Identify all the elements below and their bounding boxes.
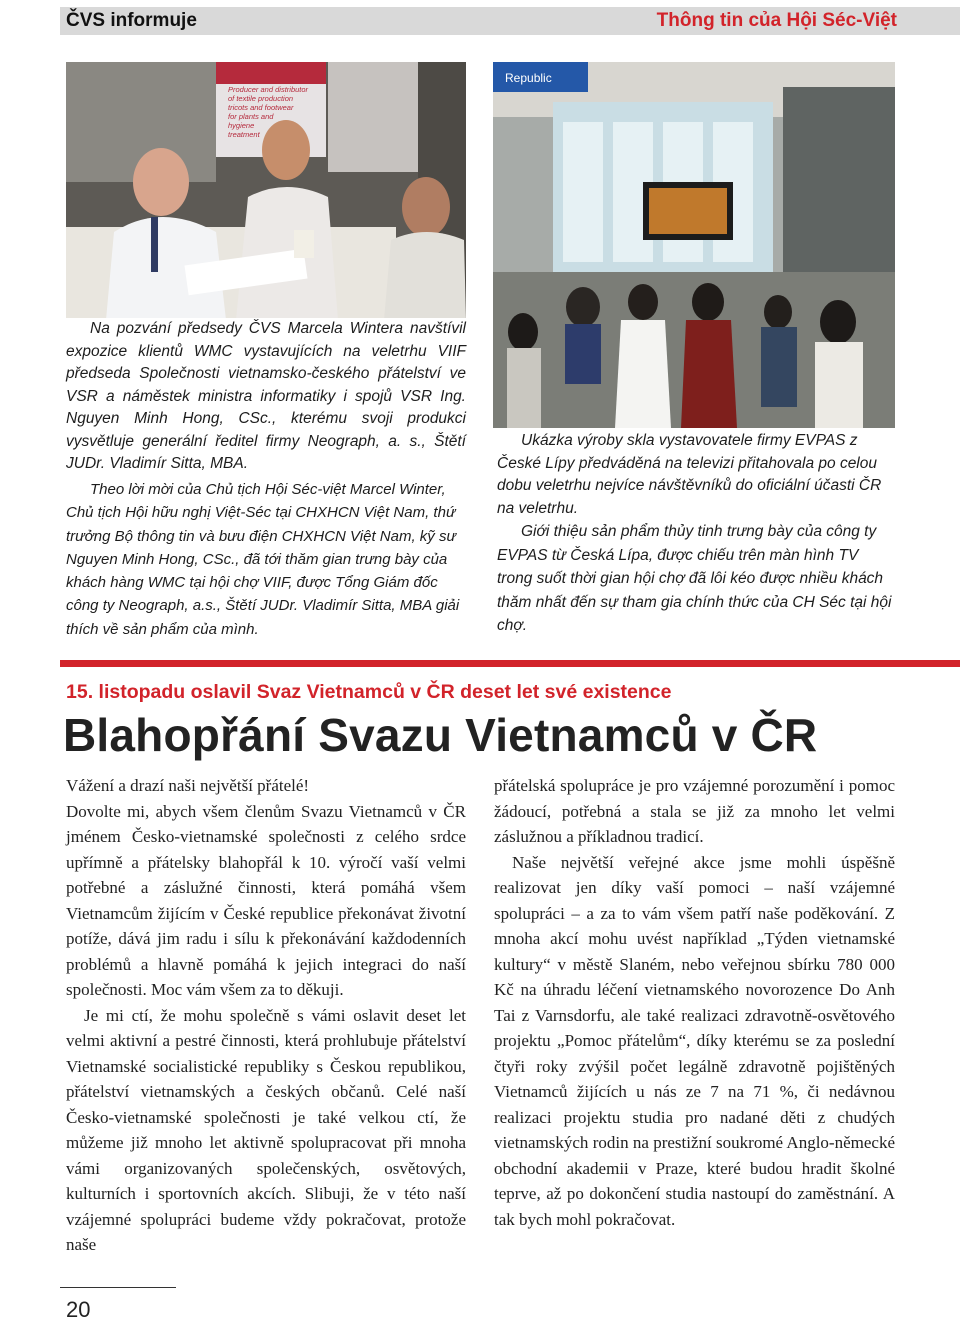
- poster-text-line: Producer and distributor: [228, 85, 309, 94]
- section-divider: [60, 660, 960, 667]
- poster-text-line: treatment: [228, 130, 260, 139]
- page-number: 20: [66, 1297, 91, 1322]
- photo-caption-left-czech: [66, 318, 466, 476]
- article-paragraph: Vážení a drazí naši největší přátelé!: [66, 776, 310, 795]
- poster-text-line: hygiene: [228, 121, 255, 130]
- poster-text-line: tricots and footwear: [228, 103, 294, 112]
- section-title-czech: ČVS informuje: [66, 10, 197, 31]
- page-header: [60, 7, 960, 35]
- poster-text-line: of textile production: [228, 94, 294, 103]
- photo-caption-right-czech: [497, 430, 895, 520]
- article-column-right: [494, 773, 895, 1232]
- article-paragraph: Naše největší veřejné akce jsme mohli úspěšně realizovat jen díky vaší pomoci – naší vzájemné spolupráci – a za to vám všem patří naše poděkování. Z mnoha akcí mohu uvést například „Týden vietnamské kultury“ v městě Slaném, nebo veřejnou sbírku 780 000 Kč na úhradu léčení vietnamského novorozence Do Anh Tai z Varnsdorfu, ale také realizaci zdravotně-osvětového projektu „Pomoc přátelům“, díky kterému se za poslední čtyři roky zvýšil počet legálně zdravotně pojištěných Vietnamců žijících u nás ze 7 na 71 %, či nedávnou realizaci projektu studia pro nadané děti z chudých vietnamských rodin na prestižní soukromé Anglo-německé obchodní akademii v Praze, které budou hradit školné teprve, až po dokončení studia nastoupí do zaměstnání. A tak bych mohl pokračovat.: [494, 852, 895, 1229]
- photo-meeting-at-fair-booth: [66, 62, 466, 320]
- photo-caption-right-vietnamese: [497, 520, 895, 638]
- article-paragraph: Dovolte mi, abych všem členům Svazu Vietnamců v ČR jménem Česko-vietnamské společnosti z celého srdce upřímně a přátelsky blahopřál k 10. výročí vaší velmi potřebné a záslužné činnosti, která pomáhá všem Vietnamcům žijícím v České republice překonávat životní potíže, dává jim radu i sílu k překonávání každodenních problémů a hlavně pomáhá k jejich integraci do naší společnosti. Moc vám všem za to děkuji.: [66, 801, 466, 999]
- article-subtitle: 15. listopadu oslavil Svaz Vietnamců v ČR deset let své existence: [66, 681, 672, 703]
- article-title: Blahopřání Svazu Vietnamců v ČR: [63, 709, 818, 761]
- caption-text: Giới thiệu sản phẩm thủy tinh trưng bày của công ty EVPAS từ Česká Lípa, được chiếu trên màn hình TV trong suốt thời gian hội chợ đã lôi kéo được nhiều khách thăm nhất đến sự tham gia chính thức của CH Séc tại hội chợ.: [497, 523, 892, 634]
- article-paragraph: Je mi ctí, že mohu společně s vámi oslavit deset let velmi aktivní a pestré činnosti, která prohlubuje přátelství Vietnamské socialistické republiky s Českou republikou, přátelství vietnamských a českých občanů. Celé naší Česko-vietnamské společnosti je také velkou ctí, že můžeme již mnoho let aktivně spolupracovat při mnoha vámi organizovaných společenských, osvětových, kulturních i sportovních akcích. Slibuji, že v této naší vzájemné spolupráci budeme vždy pokračovat, protože naše: [66, 1005, 466, 1254]
- caption-text: Theo lời mời của Chủ tịch Hội Séc-việt Marcel Winter, Chủ tịch Hội hữu nghị Việt-Séc tại CHXHCN Việt Nam, thứ trưởng Bộ thông tin và bưu điện CHXHCN Việt Nam, kỹ sư Nguyen Minh Hong, CSc., đã tới thăm gian trưng bày của khách hàng WMC tại hội chợ VIIF, được Tổng Giám đốc công ty Neograph, a.s., Štětí JUDr. Vladimír Sitta, MBA giải thích về sản phẩm của mình.: [66, 481, 460, 638]
- article-paragraph: přátelská spolupráce je pro vzájemné porozumění i pomoc žádoucí, potřebná a stala se již za mnoho let velmi záslužnou a příkladnou tradicí.: [494, 776, 895, 846]
- article-column-left: [66, 773, 466, 1258]
- caption-text: Na pozvání předsedy ČVS Marcela Wintera navštívil expozice klientů WMC vystavujících na veletrhu VIIF předseda Společnosti vietnamsko-českého přátelství ve VSR a náměstek ministra informatiky i spojů VSR Ing. Nguyen Minh Hong, CSc., kterému svoji produkci vysvětluje generální ředitel firmy Neograph, a. s., Štětí JUDr. Vladimír Sitta, MBA.: [66, 320, 466, 472]
- caption-text: Ukázka výroby skla vystavovatele firmy EVPAS z České Lípy předváděná na televizi přitahovala po celou dobu veletrhu nejvíce návštěvníků do oficiální účasti ČR na veletrhu.: [497, 432, 882, 517]
- banner-text: Republic: [505, 71, 552, 85]
- poster-text-line: for plants and: [228, 112, 274, 121]
- photo-caption-left-vietnamese: [66, 478, 466, 641]
- section-title-vietnamese: Thông tin của Hội Séc-Việt: [656, 10, 897, 31]
- photo-visitors-watching-tv-at-glass-booth: [493, 62, 895, 428]
- footer-divider: [60, 1287, 176, 1288]
